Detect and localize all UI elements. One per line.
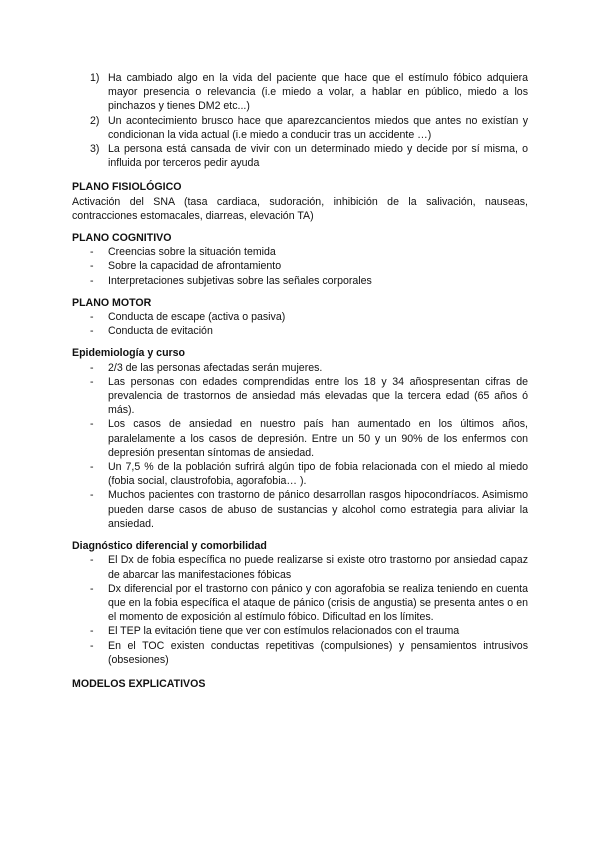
list-item-text: Un acontecimiento brusco hace que aparezcancientos miedos que antes no existían y condicionan la vida actual (i.e miedo a conducir tras un accidente …) [108,114,528,141]
list-item [72,361,528,375]
list-item-text: 2/3 de las personas afectadas serán mujeres. [108,361,323,374]
dash-marker: - [90,554,94,567]
dash-marker: - [90,582,94,595]
list-item-text: El TEP la evitación tiene que ver con estímulos relacionados con el trauma [108,625,460,638]
dash-marker: - [90,639,94,652]
list-item [72,639,528,667]
list-number: 3) [90,143,100,156]
list-item [72,245,528,259]
list-item-text: Interpretaciones subjetivas sobre las señales corporales [108,274,372,287]
motor-list [72,310,528,338]
list-item-text: Creencias sobre la situación temida [108,246,276,259]
list-item-text: El Dx de fobia específica no puede realizarse si existe otro trastorno por ansiedad capaz de abarcar las manifestaciones fóbicas [108,554,528,581]
section-heading-motor: PLANO MOTOR [72,296,152,309]
dash-marker: - [90,489,94,502]
list-item-text: Los casos de ansiedad en nuestro país han aumentado en los últimos años, paralelamente a los casos de depresión. Entre un 50 y un 90% de los enfermos con depresión presentan síntomas de ansiedad. [108,418,528,459]
dash-marker: - [90,418,94,431]
list-item [72,375,528,418]
list-item-text: Ha cambiado algo en la vida del paciente que hace que el estímulo fóbico adquiera mayor presencia o relevancia (i.e miedo a volar, a hablar en público, miedo a los pinchazos y tienes DM2 etc...) [108,72,528,113]
dash-marker: - [90,625,94,638]
list-item-text: La persona está cansada de vivir con un determinado miedo y decide por sí misma, o influida por terceros pedir ayuda [108,143,528,170]
list-item [72,310,528,324]
list-item-text: Conducta de escape (activa o pasiva) [108,311,286,324]
list-item-text: Un 7,5 % de la población sufrirá algún tipo de fobia relacionada con el miedo al miedo (fobia social, claustrofobia, agorafobia… ). [108,461,528,488]
list-item [72,71,528,114]
list-item [72,274,528,288]
list-item [72,488,528,531]
dash-marker: - [90,461,94,474]
list-item-text: Sobre la capacidad de afrontamiento [108,260,282,273]
list-number: 1) [90,72,100,84]
list-item [72,582,528,625]
cognitivo-list [72,245,528,288]
list-item-text: Muchos pacientes con trastorno de pánico desarrollan rasgos hipocondríacos. Asimismo pueden darse casos de abuso de sustancias y alcohol como estrategia para aliviar la ansiedad. [108,489,528,530]
dash-marker: - [90,260,94,273]
numbered-list [72,71,528,170]
list-item [72,259,528,273]
list-item [72,460,528,488]
list-item-text: Conducta de evitación [108,325,213,338]
dash-marker: - [90,375,94,388]
dash-marker: - [90,246,94,259]
list-number: 2) [90,114,100,127]
list-item-text: En el TOC existen conductas repetitivas (compulsiones) y pensamientos intrusivos (obsesiones) [108,639,528,666]
list-item [72,142,528,170]
section-heading-diagnostico: Diagnóstico diferencial y comorbilidad [72,540,267,553]
list-item [72,324,528,338]
list-item-text: Las personas con edades comprendidas entre los 18 y 34 añospresentan cifras de prevalencia de trastornos de ansiedad más elevadas que la tercera edad (65 años ó más). [108,375,528,417]
dash-marker: - [90,311,94,324]
dash-marker: - [90,361,94,374]
diagnostico-list [72,553,528,667]
list-item [72,624,528,638]
dash-marker: - [90,274,94,287]
epidemiologia-list [72,361,528,531]
section-heading-modelos: MODELOS EXPLICATIVOS [72,677,206,690]
list-item [72,417,528,460]
section-heading-cognitivo: PLANO COGNITIVO [72,232,172,245]
list-item [72,114,528,142]
section-heading-fisiologico: PLANO FISIOLÓGICO [72,181,182,194]
list-item [72,553,528,581]
document-body [72,71,528,691]
list-item-text: Dx diferencial por el trastorno con pánico y con agorafobia se realiza teniendo en cuenta que en la fobia específica el ataque de pánico (crisis de angustia) se presenta antes o en el momento de exposición al estímulo fóbico. Dificultad en los límites. [108,582,528,624]
section-paragraph-fisiologico: Activación del SNA (tasa cardiaca, sudoración, inhibición de la salivación, nauseas, contracciones estomacales, diarreas, elevación TA) [72,195,528,222]
section-heading-epidemiologia: Epidemiología y curso [72,347,186,360]
dash-marker: - [90,325,94,338]
